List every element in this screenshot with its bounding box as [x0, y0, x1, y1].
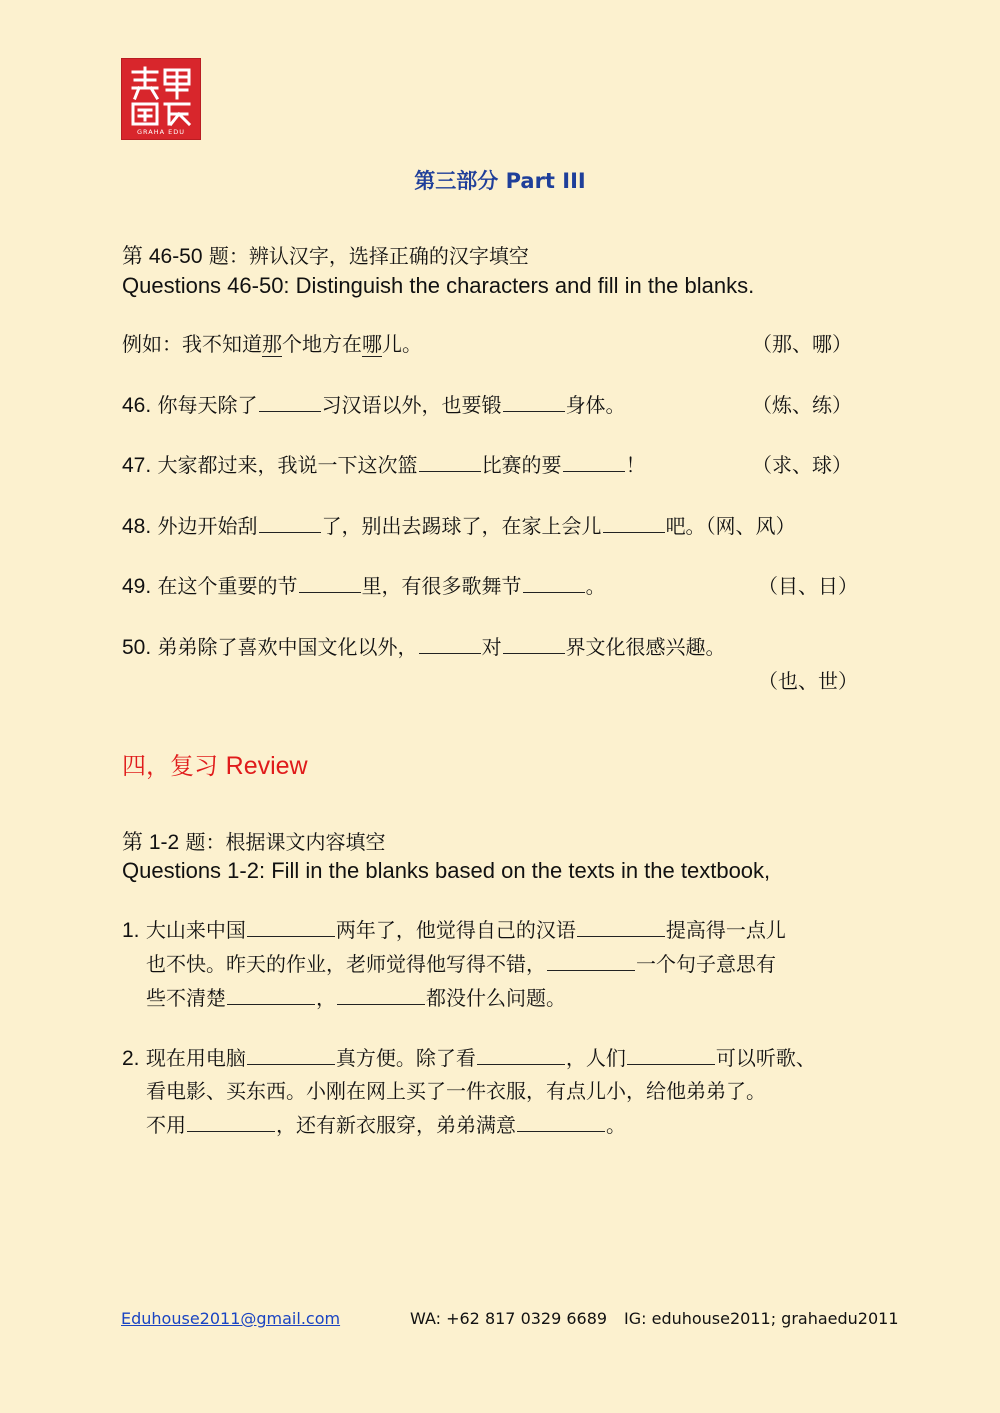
q46-part3: 身体。	[565, 393, 626, 417]
q46-part2: 习汉语以外，也要锻	[321, 393, 502, 417]
section3-instruction-cn-text: 题：辨认汉字，选择正确的汉字填空	[202, 244, 529, 268]
review-q1-text: 也不快。昨天的作业，老师觉得他写得不错，	[146, 952, 546, 976]
review-instruction-cn-num: 第 1-2	[122, 831, 180, 854]
review-heading	[122, 746, 308, 781]
review-q1-line1	[122, 914, 786, 943]
q48-number: 48.	[122, 515, 152, 538]
q46-options: （炼、练）	[752, 393, 852, 417]
review-q2-text: 不用	[146, 1113, 186, 1137]
q47-options: （求、球）	[752, 453, 852, 477]
q47-part3: ！	[625, 453, 646, 477]
q49-part2: 里，有很多歌舞节	[361, 574, 522, 598]
q48-part2: 了，别出去踢球了，在家上会儿	[321, 514, 602, 538]
review-q2-text: 可以听歌、	[715, 1046, 816, 1070]
q49-options: （目、日）	[758, 574, 858, 598]
question-48	[122, 510, 796, 539]
q48-part3: 吧。	[665, 514, 706, 538]
q46-blank-2[interactable]	[503, 391, 565, 412]
review-q1-blank-1[interactable]	[247, 916, 335, 937]
review-q2-text: ，还有新衣服穿，弟弟满意	[276, 1113, 516, 1137]
q49-number: 49.	[122, 575, 152, 598]
q50-number: 50.	[122, 636, 152, 659]
q46-number: 46.	[122, 394, 152, 417]
review-q2-blank-3[interactable]	[627, 1044, 715, 1065]
review-q1-blank-4[interactable]	[227, 984, 315, 1005]
q47-blank-2[interactable]	[563, 451, 625, 472]
q50-options: （也、世）	[758, 669, 858, 693]
review-q2-line3	[146, 1109, 626, 1138]
q46-blank-1[interactable]	[259, 391, 321, 412]
q50-part2: 对	[481, 635, 502, 659]
q47-part1: 大家都过来，我说一下这次篮	[151, 453, 418, 477]
review-q1-text: 两年了，他觉得自己的汉语	[335, 918, 576, 942]
question-49	[122, 570, 606, 599]
review-q1-line2	[146, 948, 776, 977]
q49-blank-1[interactable]	[299, 572, 361, 593]
review-q1-text: ，	[316, 986, 336, 1010]
q50-blank-2[interactable]	[503, 633, 565, 654]
example-pre: 例如：我不知道	[122, 332, 262, 356]
q50-part1: 弟弟除了喜欢中国文化以外，	[151, 635, 418, 659]
review-q1-blank-3[interactable]	[547, 950, 635, 971]
example-sentence	[122, 328, 422, 357]
graha-edu-logo	[121, 58, 201, 140]
logo-text: GRAHA EDU	[136, 128, 186, 136]
example-mid: 个地方在	[282, 332, 362, 356]
review-q2-text: 。	[606, 1113, 626, 1137]
review-q2-text: 现在用电脑	[139, 1046, 246, 1070]
question-50	[122, 631, 726, 660]
review-q1-text: 一个句子意思有	[636, 952, 776, 976]
section3-instruction-cn	[122, 240, 529, 270]
example-options: （那、哪）	[752, 332, 852, 356]
review-q1-text: 提高得一点儿	[665, 918, 786, 942]
q46-part1: 你每天除了	[151, 393, 258, 417]
q48-options: （网、风）	[705, 514, 796, 538]
part-title: 第三部分 Part III	[414, 169, 586, 193]
review-q2-line2: 看电影、买东西。小刚在网上买了一件衣服，有点儿小，给他弟弟了。	[146, 1079, 766, 1103]
review-q1-blank-5[interactable]	[337, 984, 425, 1005]
review-q2-blank-1[interactable]	[247, 1044, 335, 1065]
question-47	[122, 449, 646, 478]
review-q2-text: ，人们	[565, 1046, 626, 1070]
review-q2-text: 真方便。除了看	[335, 1046, 476, 1070]
review-q2-blank-5[interactable]	[517, 1111, 605, 1132]
review-instruction-en: Questions 1-2: Fill in the blanks based on the texts in the textbook,	[122, 858, 771, 883]
review-q2-blank-2[interactable]	[477, 1044, 565, 1065]
review-instruction-cn-text: 题：根据课文内容填空	[179, 830, 386, 854]
review-q1-line3	[146, 982, 566, 1011]
review-q1-text: 些不清楚	[146, 986, 226, 1010]
q47-blank-1[interactable]	[419, 451, 481, 472]
q48-blank-2[interactable]	[603, 512, 665, 533]
question-46	[122, 389, 626, 418]
example-post: 儿。	[382, 332, 422, 356]
q48-part1: 外边开始刮	[151, 514, 258, 538]
footer-instagram: IG: eduhouse2011; grahaedu2011	[624, 1309, 899, 1328]
review-q1-number: 1.	[122, 919, 140, 942]
q49-part1: 在这个重要的节	[151, 574, 298, 598]
footer-whatsapp: WA: +62 817 0329 6689	[410, 1309, 608, 1328]
review-title-cn: 四，复习	[122, 752, 226, 780]
q49-blank-2[interactable]	[523, 572, 585, 593]
q50-part3: 界文化很感兴趣。	[565, 635, 726, 659]
footer-email-link[interactable]: Eduhouse2011@gmail.com	[121, 1309, 341, 1328]
q47-number: 47.	[122, 454, 152, 477]
review-q2-line1	[122, 1042, 816, 1071]
example-underlined-2: 哪	[362, 332, 382, 356]
review-q1-text: 都没什么问题。	[426, 986, 566, 1010]
review-title-en: Review	[225, 752, 308, 780]
q50-blank-1[interactable]	[419, 633, 481, 654]
review-q1-text: 大山来中国	[139, 918, 246, 942]
review-instruction-cn	[122, 826, 386, 856]
q48-blank-1[interactable]	[259, 512, 321, 533]
review-q2-blank-4[interactable]	[187, 1111, 275, 1132]
review-q2-number: 2.	[122, 1047, 140, 1070]
example-underlined-1: 那	[262, 332, 282, 356]
review-q1-blank-2[interactable]	[577, 916, 665, 937]
q47-part2: 比赛的要	[481, 453, 562, 477]
q49-part3: 。	[585, 574, 606, 598]
section3-instruction-cn-num: 第 46-50	[122, 245, 203, 268]
section3-instruction-en: Questions 46-50: Distinguish the characters and fill in the blanks.	[122, 273, 755, 298]
